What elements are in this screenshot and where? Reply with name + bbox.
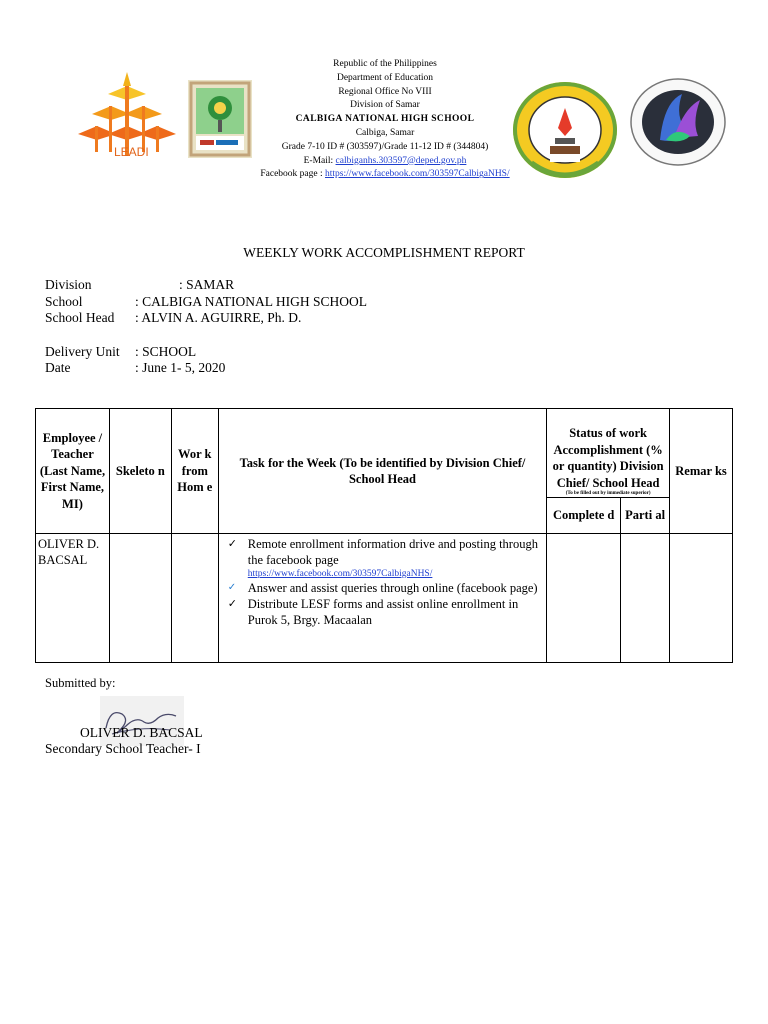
header-status-text: Status of work Accomplishment (% or quantity) Division Chief/ School Head	[552, 426, 664, 490]
leadi-logo	[78, 72, 176, 162]
list-item	[227, 596, 545, 628]
email-line	[230, 155, 540, 169]
region-line: Regional Office No VIII	[338, 86, 432, 97]
school-name: CALBIGA NATIONAL HIGH SCHOOL	[295, 114, 475, 125]
deped-region-logo	[630, 78, 726, 166]
checkmark-icon: ✓	[227, 598, 237, 610]
task-text: Distribute LESF forms and assist online enrollment in Purok 5, Brgy. Macaalan	[247, 597, 519, 627]
info-value: : CALBIGA NATIONAL HIGH SCHOOL	[135, 293, 367, 309]
republic-line: Republic of the Philippines	[333, 59, 437, 69]
list-item	[227, 580, 545, 596]
info-label: School Head	[45, 310, 115, 325]
signatory-position: Secondary School Teacher- I	[45, 741, 201, 756]
email-label: E-Mail:	[303, 155, 334, 166]
table-header-row	[36, 409, 733, 498]
school-header	[230, 58, 540, 182]
facebook-label: Facebook page :	[260, 169, 323, 180]
task-text: Remote enrollment information drive and posting through the facebook page	[247, 537, 538, 567]
department-line: Department of Education	[336, 72, 434, 83]
header-remarks: Remar ks	[670, 409, 733, 534]
school-ids: Grade 7-10 ID # (303597)/Grade 11-12 ID # (344804)	[281, 141, 489, 152]
remarks-cell	[670, 534, 733, 663]
info-label: Delivery Unit	[45, 343, 120, 359]
checkmark-icon: ✓	[227, 538, 237, 550]
partial-cell	[621, 534, 670, 663]
header-work-from-home: Wor k from Hom e	[171, 409, 218, 534]
header-skeleton: Skeleto n	[109, 409, 171, 534]
info-label: Date	[45, 360, 71, 375]
info-label: Division	[45, 277, 92, 292]
info-value: : SAMAR	[179, 277, 235, 292]
task-list	[220, 535, 545, 628]
skeleton-cell	[109, 534, 171, 663]
wfh-cell	[171, 534, 218, 663]
facebook-link[interactable]: https://www.facebook.com/303597CalbigaNHS/	[325, 169, 510, 180]
task-facebook-link[interactable]: https://www.facebook.com/303597CalbigaNHS/	[247, 569, 433, 579]
checkmark-icon: ✓	[227, 582, 237, 593]
list-item	[227, 536, 545, 580]
header-partial: Parti al	[621, 498, 670, 534]
info-value: : ALVIN A. AGUIRRE, Ph. D.	[135, 310, 302, 325]
header-status	[547, 409, 670, 498]
header-completed: Complete d	[547, 498, 621, 534]
report-title: WEEKLY WORK ACCOMPLISHMENT REPORT	[243, 245, 525, 260]
info-value: : SCHOOL	[135, 343, 197, 359]
leadi-logo-text: LEADI	[114, 145, 149, 159]
facebook-line	[230, 168, 540, 182]
employee-cell: OLIVER D. BACSAL	[36, 534, 110, 663]
header-task: Task for the Week (To be identified by Division Chief/ School Head	[218, 409, 546, 534]
completed-cell	[547, 534, 621, 663]
info-label: School	[45, 293, 83, 309]
header-employee: Employee / Teacher (Last Name, First Name, MI)	[36, 409, 110, 534]
school-address: Calbiga, Samar	[355, 127, 415, 138]
header-status-note: (To be filled out by immediate superior)	[565, 491, 651, 497]
task-text: Answer and assist queries through online (facebook page)	[247, 581, 538, 595]
email-link[interactable]: calbiganhs.303597@deped.gov.ph	[335, 155, 467, 166]
signatory-name: OLIVER D. BACSAL	[80, 725, 203, 740]
info-value: : June 1- 5, 2020	[135, 360, 226, 375]
division-line: Division of Samar	[350, 100, 420, 111]
accomplishment-table	[35, 408, 733, 663]
submitted-by-label: Submitted by:	[45, 676, 116, 690]
tasks-cell	[218, 534, 546, 663]
table-row	[36, 534, 733, 663]
